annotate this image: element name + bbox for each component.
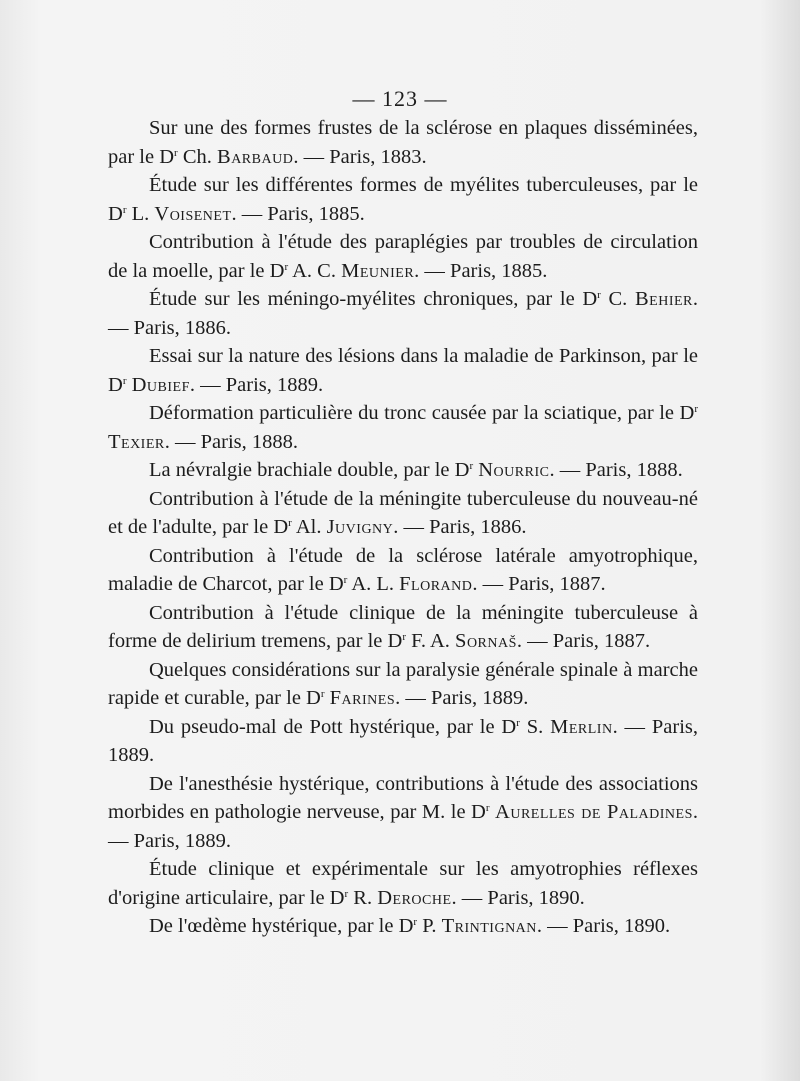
author-name: Deroche bbox=[377, 886, 452, 909]
bibliography-entry: Déformation particulière du tronc causée par la sciatique, par le $D^r$ Texier. — Paris, 1888. bbox=[108, 402, 698, 453]
bibliography-entry: Essai sur la nature des lésions dans la maladie de Parkinson, par le $D^r$ Dubief. — Paris, 1889. bbox=[108, 345, 698, 396]
author-name: Farines bbox=[329, 687, 396, 709]
bibliography-entry: La névralgie brachiale double, par le $D^r$ Nourric. — Paris, 1888. bbox=[149, 459, 683, 481]
bibliography-entry: De l'anesthésie hystérique, contributions à l'étude des associations morbides en pathologie nerveuse, par M. le $D^r$ Aurelles de Paladines. — Paris, 1889. bbox=[108, 772, 698, 852]
author-name: Barbaud bbox=[217, 145, 294, 168]
bibliography-entry: Contribution à l'étude des paraplégies par troubles de circulation de la moelle, par le $D^r$ A. C. Meunier. — Paris, 1885. bbox=[108, 231, 698, 282]
author-name: Texier bbox=[108, 430, 165, 453]
author-name: Merlin bbox=[550, 715, 613, 738]
bibliography-entry: Contribution à l'étude clinique de la méningite tuberculeuse à forme de delirium tremens, par le $D^r$ F. A. Sornaš. — Paris, 1887. bbox=[108, 601, 698, 652]
bibliography-entry: Contribution à l'étude de la sclérose latérale amyotrophique, maladie de Charcot, par le $D^r$ A. L. Florand. — Paris, 1887. bbox=[108, 544, 698, 595]
bibliography-entry: Étude clinique et expérimentale sur les amyotrophies réflexes d'origine articulaire, par le $D^r$ R. Deroche. — Paris, 1890. bbox=[108, 858, 698, 909]
author-name: Sornaš bbox=[455, 630, 517, 652]
author-name: Juvigny bbox=[326, 516, 394, 538]
bibliography-entry: Étude sur les différentes formes de myélites tuberculeuses, par le $D^r$ L. Voisenet. — Paris, 1885. bbox=[108, 174, 698, 225]
author-name: Nourric bbox=[478, 459, 550, 481]
page-number: — 123 — bbox=[352, 86, 448, 111]
author-name: Trintignan bbox=[441, 915, 537, 937]
bibliography-entry: Quelques considérations sur la paralysie générale spinale à marche rapide et curable, par le $D^r$ Farines. — Paris, 1889. bbox=[108, 658, 698, 709]
author-name: Dubief bbox=[131, 373, 190, 396]
bibliography-entry: Du pseudo-mal de Pott hystérique, par le $D^r$ S. Merlin. — Paris, 1889. bbox=[108, 715, 699, 766]
author-name: Florand bbox=[399, 573, 473, 595]
author-name: Behier bbox=[634, 288, 693, 310]
bibliography-entry: Étude sur les méningo-myélites chroniques, par le $D^r$ C. Behier. — Paris, 1886. bbox=[108, 288, 698, 339]
author-name: Meunier bbox=[341, 259, 415, 282]
author-name: Voisenet bbox=[154, 202, 232, 225]
bibliography-entry: Sur une des formes frustes de la sclérose en plaques disséminées, par le $D^r$ Ch. Barbaud. — Paris, 1883. bbox=[108, 117, 698, 168]
bibliography-list bbox=[108, 114, 698, 941]
author-name: Aurelles de Paladines bbox=[495, 801, 693, 823]
bibliography-entry: Contribution à l'étude de la méningite tuberculeuse du nouveau-né et de l'adulte, par le $D^r$ Al. Juvigny. — Paris, 1886. bbox=[108, 487, 698, 538]
bibliography-entry: De l'œdème hystérique, par le $D^r$ P. Trintignan. — Paris, 1890. bbox=[149, 915, 671, 937]
